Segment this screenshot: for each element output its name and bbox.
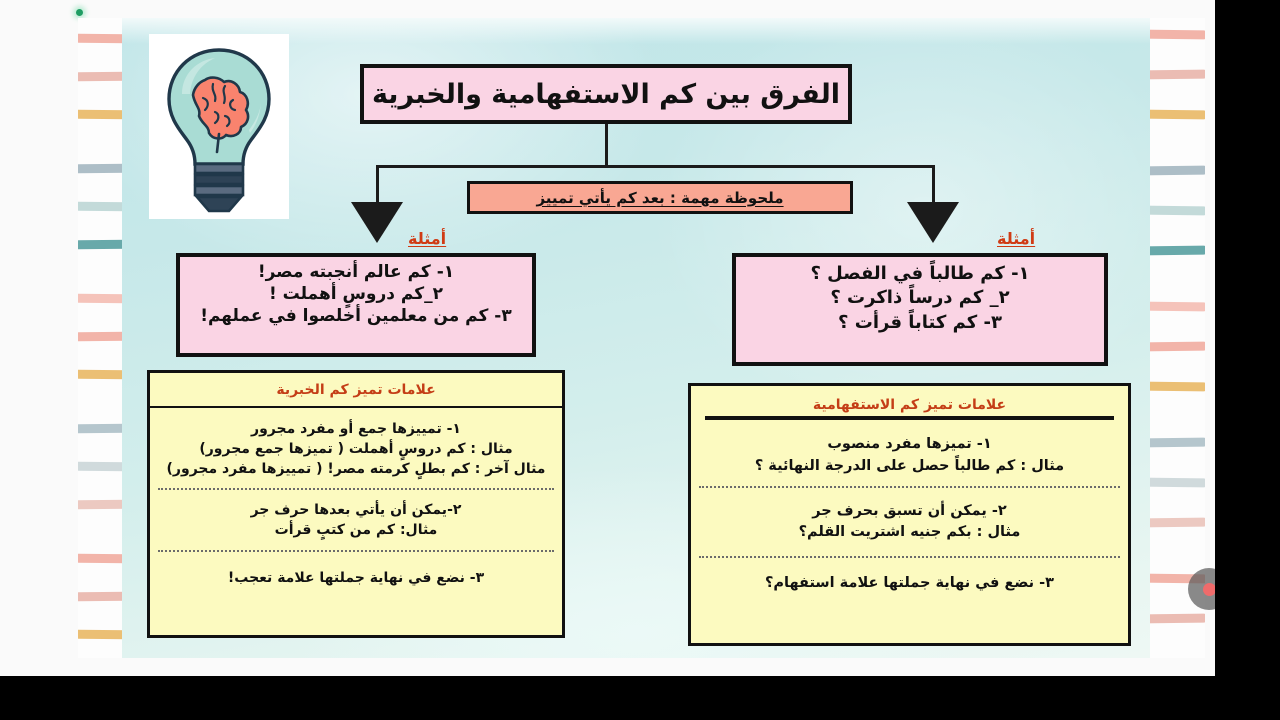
examples-box-khabariya xyxy=(176,253,536,357)
connector-vertical-left xyxy=(376,165,379,203)
record-dot-icon xyxy=(1203,583,1216,596)
signs-card-khabariya xyxy=(147,370,565,638)
signs-line: ٣- نضع في نهاية جملتها علامة استفهام؟ xyxy=(764,575,1055,591)
signs-card-heading: علامات تميز كم الخبرية xyxy=(150,373,562,408)
page-title xyxy=(360,64,852,124)
decorative-strip-right xyxy=(1143,18,1205,658)
example-line: ٢_ كم درساً ذاكرت ؟ xyxy=(830,287,1010,309)
brush-stroke xyxy=(1143,614,1205,624)
brush-stroke xyxy=(1143,302,1205,312)
brush-stroke xyxy=(1143,342,1205,352)
brush-stroke xyxy=(1143,478,1205,488)
brush-stroke xyxy=(1143,30,1205,40)
brush-stroke xyxy=(1143,438,1205,448)
brush-stroke xyxy=(1143,246,1205,256)
example-line: ١- كم طالباً في الفصل ؟ xyxy=(810,263,1030,284)
important-note-text: ملحوظة مهمة : بعد كم يأتي تمييز xyxy=(536,188,784,207)
signs-group xyxy=(150,552,562,597)
examples-label-right: أمثلة xyxy=(997,229,1036,248)
connector-vertical-main xyxy=(605,124,608,167)
brush-stroke xyxy=(1143,518,1205,528)
connector-vertical-right xyxy=(932,165,935,203)
signs-line: ١- تميزها مفرد منصوب xyxy=(827,436,992,452)
example-line: ٣- كم كتاباً قرأت ؟ xyxy=(838,311,1002,333)
examples-box-istifhamiya xyxy=(732,253,1108,366)
connector-horizontal-bar xyxy=(376,165,935,168)
signs-line: ٢-يمكن أن يأتي بعدها حرف جر xyxy=(250,501,462,518)
examples-label-left: أمثلة xyxy=(408,229,447,248)
signs-card-heading: علامات تميز كم الاستفهامية xyxy=(812,397,1007,413)
signs-line: مثال: كم من كتبٍ قرأت xyxy=(274,521,438,538)
example-line: ٢_كم دروسٍ أهملت ! xyxy=(268,283,444,304)
brush-stroke xyxy=(1143,206,1205,216)
signs-line: ٢- يمكن أن تسبق بحرف جر xyxy=(812,502,1007,519)
example-line: ١- كم عالم أنجبته مصر! xyxy=(257,262,455,282)
signs-line: مثال آخر : كم بطلٍ كرمته مصر! ( تمييزها مفرد مجرور) xyxy=(166,460,546,477)
signs-line: مثال : بكم جنيه اشتريت القلم؟ xyxy=(798,524,1021,541)
signs-group xyxy=(691,488,1128,557)
signs-group xyxy=(691,420,1128,486)
slide-canvas xyxy=(122,18,1150,658)
signs-line: ١- تمييزها جمع أو مفرد مجرور xyxy=(251,421,461,437)
signs-line: ٣- نضع في نهاية جملتها علامة تعجب! xyxy=(227,570,485,587)
signs-group xyxy=(150,408,562,488)
important-note xyxy=(467,181,853,214)
lightbulb-brain-icon xyxy=(149,34,289,219)
page-title-text: الفرق بين كم الاستفهامية والخبرية xyxy=(371,78,841,110)
example-line: ٣- كم من معلمين أخلصوا في عملهم! xyxy=(200,305,512,326)
brush-stroke xyxy=(1143,166,1205,176)
signs-group xyxy=(150,490,562,551)
signs-line: مثال : كم دروسٍ أهملت ( تميزها جمع مجرور) xyxy=(199,440,513,457)
brush-stroke xyxy=(1143,382,1205,392)
signs-card-istifhamiya xyxy=(688,383,1131,646)
signs-line: مثال : كم طالباً حصل على الدرجة النهائية ؟ xyxy=(754,457,1065,474)
brush-stroke xyxy=(1143,110,1205,120)
arrowhead-right-icon xyxy=(907,202,959,243)
brush-stroke xyxy=(1143,70,1205,80)
recording-status-dot xyxy=(76,9,83,16)
signs-group xyxy=(691,558,1128,603)
arrowhead-left-icon xyxy=(351,202,403,243)
